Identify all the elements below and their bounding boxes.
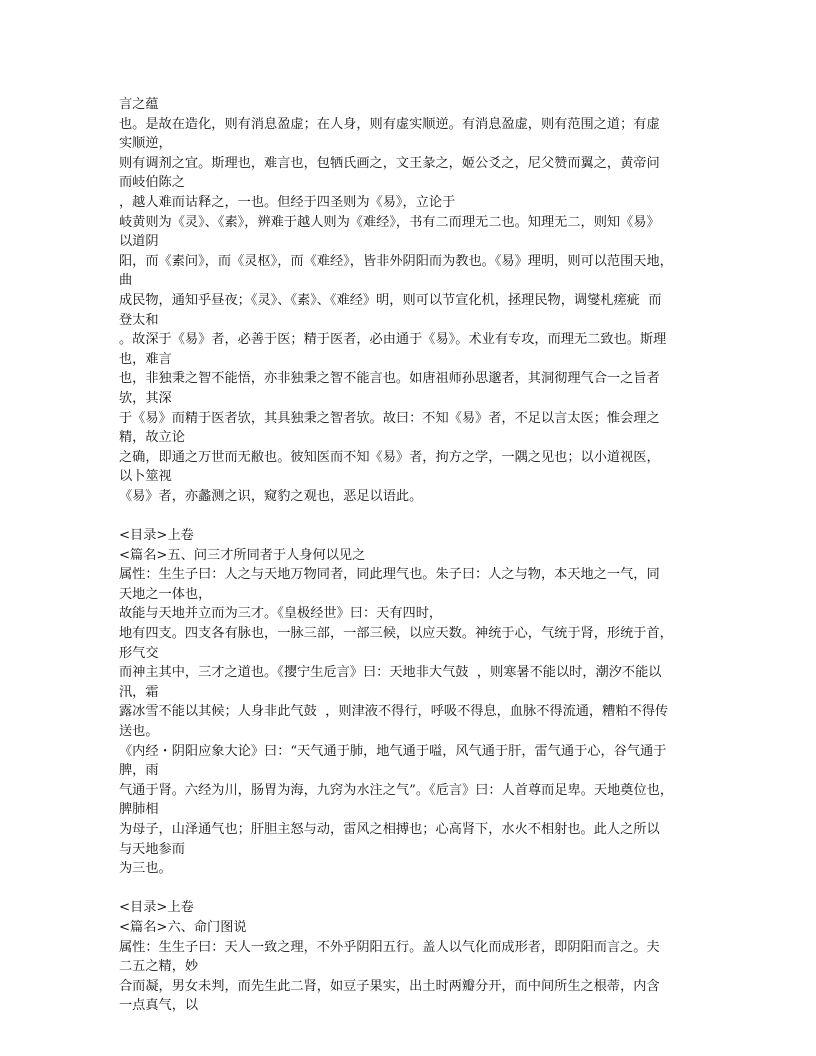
text-line: 《内经・阴阳应象大论》曰：“天气通于肺，地气通于嗌，风气通于肝，雷气通于心，谷气通于	[119, 743, 667, 759]
text-line: 登太和	[119, 312, 159, 328]
text-line: 脾，雨	[119, 763, 159, 779]
text-line: 露冰雪不能以其候；人身非此气鼓 ，则津液不得行，呼吸不得息，血脉不得流通，糟粕不得传	[119, 704, 669, 720]
text-line: 实顺逆，	[119, 136, 172, 152]
paragraph-gap	[119, 506, 699, 526]
text-line: 也。是故在造化，则有消息盈虚；在人身，则有虚实顺逆。有消息盈虚，则有范围之道；有虚	[119, 116, 660, 132]
text-line: 脾肺相	[119, 802, 159, 818]
chapter-title: <篇名>六、命门图说	[119, 919, 247, 935]
text-section-preface	[119, 95, 699, 506]
text-line: 则有调剂之宜。斯理也，难言也，包牺氏画之，文王彖之，姬公爻之，尼父赞而翼之，黄帝问	[119, 155, 660, 171]
text-line: 阳，而《素问》，而《灵枢》，而《难经》，皆非外阴阳而为教也。《易》理明，则可以范围天地，	[119, 253, 673, 269]
catalog-heading: <目录>上卷	[119, 528, 194, 544]
text-line: 为三也。	[119, 861, 172, 877]
text-line: 而神主其中，三才之道也。《撄宁生卮言》曰：天地非大气鼓 ，则寒暑不能以时，潮汐不能以	[119, 665, 662, 681]
text-line: 与天地参而	[119, 841, 185, 857]
paragraph-gap	[119, 879, 699, 899]
text-line: 以卜筮视	[119, 469, 172, 485]
text-line: 属性：生生子曰：人之与天地万物同者，同此理气也。朱子曰：人之与物，本天地之一气，同	[119, 567, 660, 583]
text-line: 欤，其深	[119, 390, 172, 406]
text-line: 形气交	[119, 645, 159, 661]
text-line: 也，非独秉之智不能悟，亦非独秉之智不能言也。如唐祖师孙思邈者，其洞彻理气合一之旨者	[119, 371, 660, 387]
text-line: 气通于肾。六经为川，肠胃为海，九窍为水注之气”。《卮言》曰：人首尊而足卑。天地奠位也，	[119, 782, 674, 798]
text-line: ，越人难而诂释之，一也。但经于四圣则为《易》，立论于	[119, 194, 456, 210]
text-line: 二五之精，妙	[119, 959, 199, 975]
text-line: 合而凝，男女未判，而先生此二肾，如豆子果实，出土时两瓣分开，而中间所生之根蒂，内含	[119, 978, 660, 994]
text-line: 《易》者，亦蠡测之识，窥豹之观也，恶足以语此。	[119, 488, 423, 504]
text-line: 也，难言	[119, 351, 172, 367]
text-line: 送也。	[119, 724, 159, 739]
catalog-heading: <目录>上卷	[119, 900, 194, 916]
text-section-six	[119, 898, 699, 1016]
text-line: 言之蕴	[119, 97, 159, 112]
text-line: 属性：生生子曰：天人一致之理，不外乎阴阳五行。盖人以气化而成形者，即阴阳而言之。夫	[119, 939, 660, 955]
text-line: 故能与天地并立而为三才。《皇极经世》曰：天有四时，	[119, 606, 443, 622]
text-line: 以道阴	[119, 234, 159, 250]
text-line: 岐黄则为《灵》、《素》，辨难于越人则为《难经》，书有二而理无二也。知理无二，则知《易》	[119, 214, 660, 230]
text-line: 为母子，山泽通气也；肝胆主怒与动，雷风之相搏也；心高肾下，水火不相射也。此人之所以	[119, 821, 660, 837]
text-line: 曲	[119, 273, 133, 289]
text-line: 地有四支。四支各有脉也，一脉三部，一部三候，以应天数。神统于心，气统于肾，形统于首，	[119, 626, 673, 642]
text-line: 之确，即通之万世而无敝也。彼知医而不知《易》者，拘方之学，一隅之见也；以小道视医，	[119, 449, 660, 465]
text-line: 而岐伯陈之	[119, 175, 185, 191]
document-page	[119, 95, 699, 1016]
text-line: 汛，霜	[119, 684, 159, 700]
chapter-title: <篇名>五、问三才所同者于人身何以见之	[119, 547, 366, 563]
text-line: 成民物，通知乎昼夜；《灵》、《素》、《难经》明，则可以节宣化机，拯理民物，调燮札瘥疵 而	[119, 292, 662, 308]
text-line: 于《易》而精于医者欤，其具独秉之智者欤。故曰：不知《易》者，不足以言太医；惟会理之	[119, 410, 660, 426]
text-line: 精，故立论	[119, 430, 185, 446]
text-line: 一点真气，以	[119, 998, 199, 1014]
text-section-five	[119, 526, 699, 879]
text-line: 。故深于《易》者，必善于医；精于医者，必由通于《易》。术业有专攻，而理无二致也。斯理	[119, 332, 667, 348]
text-line: 天地之一体也，	[119, 586, 212, 602]
